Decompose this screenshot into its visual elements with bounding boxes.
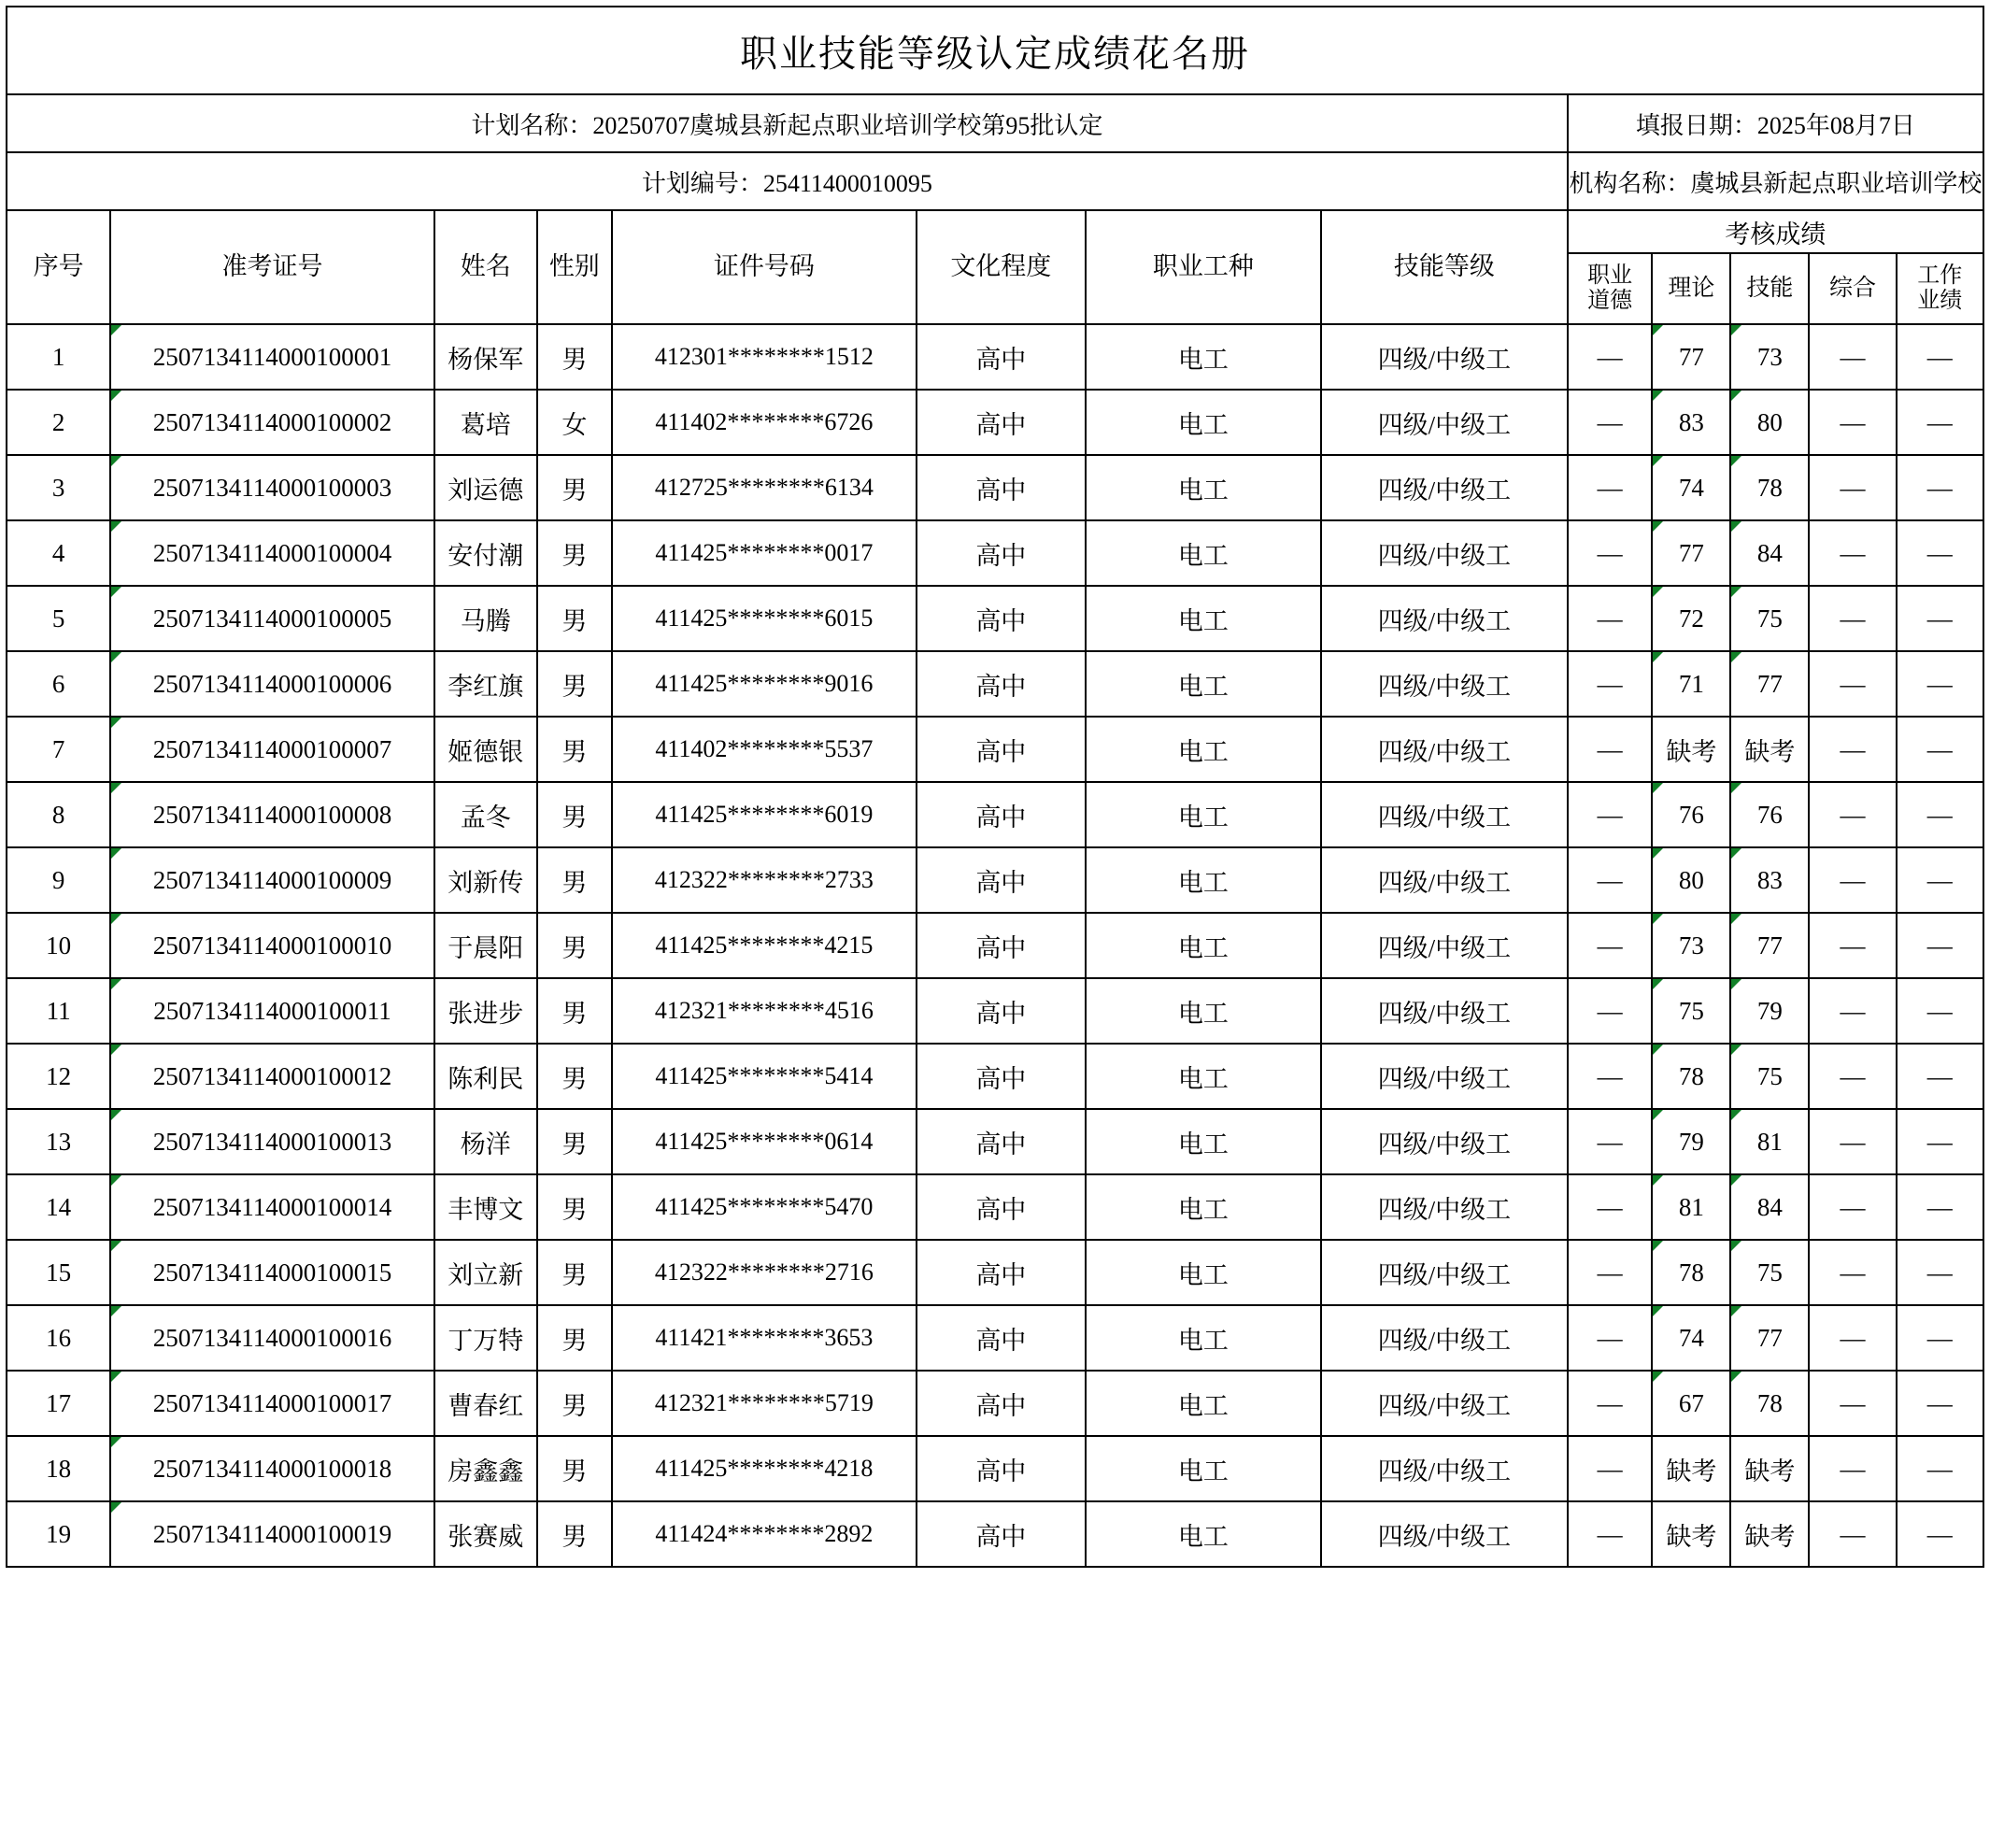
cell-education[interactable]: 高中 xyxy=(917,978,1086,1044)
cell-score-comprehensive[interactable]: — xyxy=(1809,586,1896,651)
cell-education[interactable]: 高中 xyxy=(917,1501,1086,1567)
cell-admission-no[interactable]: 2507134114000100003 xyxy=(110,455,434,520)
cell-name[interactable]: 陈利民 xyxy=(434,1044,537,1109)
cell-score-theory[interactable]: 77 xyxy=(1652,324,1730,390)
cell-skill-level[interactable]: 四级/中级工 xyxy=(1321,1501,1568,1567)
cell-score-theory[interactable]: 78 xyxy=(1652,1044,1730,1109)
cell-seq[interactable]: 3 xyxy=(7,455,110,520)
cell-gender[interactable]: 男 xyxy=(537,782,612,847)
cell-education[interactable]: 高中 xyxy=(917,913,1086,978)
cell-gender[interactable]: 男 xyxy=(537,978,612,1044)
table-row[interactable] xyxy=(7,978,1983,1044)
cell-admission-no[interactable]: 2507134114000100008 xyxy=(110,782,434,847)
cell-score-comprehensive[interactable]: — xyxy=(1809,978,1896,1044)
cell-skill-level[interactable]: 四级/中级工 xyxy=(1321,651,1568,717)
cell-gender[interactable]: 女 xyxy=(537,390,612,455)
cell-skill-level[interactable]: 四级/中级工 xyxy=(1321,978,1568,1044)
cell-admission-no[interactable]: 2507134114000100004 xyxy=(110,520,434,586)
cell-seq[interactable]: 14 xyxy=(7,1174,110,1240)
cell-name[interactable]: 刘立新 xyxy=(434,1240,537,1305)
cell-score-ethics[interactable]: — xyxy=(1568,913,1653,978)
table-row[interactable] xyxy=(7,913,1983,978)
cell-skill-level[interactable]: 四级/中级工 xyxy=(1321,1109,1568,1174)
header-score-ethics-line2: 道德 xyxy=(1587,289,1633,313)
cell-education[interactable]: 高中 xyxy=(917,717,1086,782)
cell-score-performance[interactable]: — xyxy=(1897,455,1983,520)
cell-seq[interactable]: 16 xyxy=(7,1305,110,1371)
cell-admission-no[interactable]: 2507134114000100017 xyxy=(110,1371,434,1436)
cell-education[interactable]: 高中 xyxy=(917,390,1086,455)
table-row[interactable] xyxy=(7,717,1983,782)
cell-score-performance[interactable]: — xyxy=(1897,1174,1983,1240)
cell-score-comprehensive[interactable]: — xyxy=(1809,455,1896,520)
cell-occupation[interactable]: 电工 xyxy=(1086,1174,1321,1240)
table-row[interactable] xyxy=(7,847,1983,913)
cell-id-no[interactable]: 412321********5719 xyxy=(612,1371,917,1436)
cell-score-performance[interactable]: — xyxy=(1897,1501,1983,1567)
cell-education[interactable]: 高中 xyxy=(917,1305,1086,1371)
cell-admission-no[interactable]: 2507134114000100007 xyxy=(110,717,434,782)
cell-admission-no[interactable]: 2507134114000100009 xyxy=(110,847,434,913)
cell-name[interactable]: 刘新传 xyxy=(434,847,537,913)
cell-score-ethics[interactable]: — xyxy=(1568,1044,1653,1109)
header-education: 文化程度 xyxy=(917,210,1086,324)
cell-score-comprehensive[interactable]: — xyxy=(1809,1371,1896,1436)
header-scores-group: 考核成绩 xyxy=(1568,210,1983,253)
cell-education[interactable]: 高中 xyxy=(917,520,1086,586)
cell-score-comprehensive[interactable]: — xyxy=(1809,651,1896,717)
cell-score-ethics[interactable]: — xyxy=(1568,1501,1653,1567)
cell-score-theory[interactable]: 67 xyxy=(1652,1371,1730,1436)
cell-education[interactable]: 高中 xyxy=(917,1240,1086,1305)
cell-score-comprehensive[interactable]: — xyxy=(1809,1436,1896,1501)
cell-gender[interactable]: 男 xyxy=(537,717,612,782)
cell-score-theory[interactable]: 缺考 xyxy=(1652,1501,1730,1567)
cell-education[interactable]: 高中 xyxy=(917,1436,1086,1501)
table-row[interactable] xyxy=(7,324,1983,390)
cell-score-comprehensive[interactable]: — xyxy=(1809,1109,1896,1174)
cell-score-skill[interactable]: 78 xyxy=(1730,455,1809,520)
cell-name[interactable]: 张进步 xyxy=(434,978,537,1044)
cell-admission-no[interactable]: 2507134114000100013 xyxy=(110,1109,434,1174)
cell-score-performance[interactable]: — xyxy=(1897,1371,1983,1436)
cell-occupation[interactable]: 电工 xyxy=(1086,455,1321,520)
cell-id-no[interactable]: 412322********2733 xyxy=(612,847,917,913)
cell-admission-no[interactable]: 2507134114000100010 xyxy=(110,913,434,978)
cell-score-performance[interactable]: — xyxy=(1897,1436,1983,1501)
cell-score-theory[interactable]: 72 xyxy=(1652,586,1730,651)
table-row[interactable] xyxy=(7,1174,1983,1240)
plan-code-field: 计划编号：25411400010095 xyxy=(7,152,1568,210)
cell-name[interactable]: 张赛威 xyxy=(434,1501,537,1567)
cell-education[interactable]: 高中 xyxy=(917,1371,1086,1436)
header-score-ethics-line1: 职业 xyxy=(1587,263,1633,289)
cell-score-ethics[interactable]: — xyxy=(1568,782,1653,847)
cell-score-comprehensive[interactable]: — xyxy=(1809,847,1896,913)
cell-admission-no[interactable]: 2507134114000100018 xyxy=(110,1436,434,1501)
cell-score-ethics[interactable]: — xyxy=(1568,324,1653,390)
cell-score-comprehensive[interactable]: — xyxy=(1809,1240,1896,1305)
cell-admission-no[interactable]: 2507134114000100016 xyxy=(110,1305,434,1371)
cell-score-theory[interactable]: 缺考 xyxy=(1652,717,1730,782)
cell-admission-no[interactable]: 2507134114000100001 xyxy=(110,324,434,390)
cell-name[interactable]: 孟冬 xyxy=(434,782,537,847)
cell-id-no[interactable]: 411425********6019 xyxy=(612,782,917,847)
cell-gender[interactable]: 男 xyxy=(537,586,612,651)
header-name: 姓名 xyxy=(434,210,537,324)
cell-name[interactable]: 房鑫鑫 xyxy=(434,1436,537,1501)
cell-score-comprehensive[interactable]: — xyxy=(1809,1305,1896,1371)
cell-gender[interactable]: 男 xyxy=(537,1109,612,1174)
cell-score-performance[interactable]: — xyxy=(1897,913,1983,978)
cell-education[interactable]: 高中 xyxy=(917,1174,1086,1240)
cell-score-skill[interactable]: 77 xyxy=(1730,913,1809,978)
header-seq: 序号 xyxy=(7,210,110,324)
table-row[interactable] xyxy=(7,390,1983,455)
cell-education[interactable]: 高中 xyxy=(917,782,1086,847)
cell-score-comprehensive[interactable]: — xyxy=(1809,782,1896,847)
cell-score-ethics[interactable]: — xyxy=(1568,586,1653,651)
cell-occupation[interactable]: 电工 xyxy=(1086,1305,1321,1371)
table-row[interactable] xyxy=(7,1501,1983,1567)
cell-id-no[interactable]: 411421********3653 xyxy=(612,1305,917,1371)
cell-gender[interactable]: 男 xyxy=(537,1371,612,1436)
cell-name[interactable]: 刘运德 xyxy=(434,455,537,520)
cell-score-skill[interactable]: 81 xyxy=(1730,1109,1809,1174)
cell-id-no[interactable]: 412301********1512 xyxy=(612,324,917,390)
cell-seq[interactable]: 7 xyxy=(7,717,110,782)
cell-score-ethics[interactable]: — xyxy=(1568,1436,1653,1501)
cell-education[interactable]: 高中 xyxy=(917,651,1086,717)
cell-skill-level[interactable]: 四级/中级工 xyxy=(1321,586,1568,651)
cell-score-ethics[interactable]: — xyxy=(1568,520,1653,586)
cell-score-ethics[interactable]: — xyxy=(1568,1240,1653,1305)
cell-admission-no[interactable]: 2507134114000100011 xyxy=(110,978,434,1044)
cell-score-ethics[interactable]: — xyxy=(1568,390,1653,455)
cell-name[interactable]: 李红旗 xyxy=(434,651,537,717)
cell-occupation[interactable]: 电工 xyxy=(1086,782,1321,847)
cell-score-skill[interactable]: 77 xyxy=(1730,651,1809,717)
cell-seq[interactable]: 4 xyxy=(7,520,110,586)
cell-score-skill[interactable]: 76 xyxy=(1730,782,1809,847)
cell-gender[interactable]: 男 xyxy=(537,651,612,717)
cell-name[interactable]: 杨洋 xyxy=(434,1109,537,1174)
header-occupation: 职业工种 xyxy=(1086,210,1321,324)
cell-score-theory[interactable]: 81 xyxy=(1652,1174,1730,1240)
cell-skill-level[interactable]: 四级/中级工 xyxy=(1321,520,1568,586)
cell-seq[interactable]: 1 xyxy=(7,324,110,390)
cell-score-performance[interactable]: — xyxy=(1897,1044,1983,1109)
cell-score-performance[interactable]: — xyxy=(1897,586,1983,651)
cell-score-performance[interactable]: — xyxy=(1897,651,1983,717)
cell-id-no[interactable]: 411425********0614 xyxy=(612,1109,917,1174)
title-row xyxy=(7,7,1983,94)
cell-score-theory[interactable]: 76 xyxy=(1652,782,1730,847)
cell-skill-level[interactable]: 四级/中级工 xyxy=(1321,1044,1568,1109)
cell-score-skill[interactable]: 缺考 xyxy=(1730,1436,1809,1501)
cell-seq[interactable]: 2 xyxy=(7,390,110,455)
cell-score-skill[interactable]: 80 xyxy=(1730,390,1809,455)
cell-occupation[interactable]: 电工 xyxy=(1086,1501,1321,1567)
cell-id-no[interactable]: 411425********9016 xyxy=(612,651,917,717)
cell-admission-no[interactable]: 2507134114000100005 xyxy=(110,586,434,651)
cell-score-theory[interactable]: 80 xyxy=(1652,847,1730,913)
cell-gender[interactable]: 男 xyxy=(537,913,612,978)
cell-score-comprehensive[interactable]: — xyxy=(1809,1501,1896,1567)
cell-score-theory[interactable]: 73 xyxy=(1652,913,1730,978)
cell-education[interactable]: 高中 xyxy=(917,586,1086,651)
header-score-performance-line1: 工作 xyxy=(1917,263,1963,289)
cell-occupation[interactable]: 电工 xyxy=(1086,847,1321,913)
cell-skill-level[interactable]: 四级/中级工 xyxy=(1321,1305,1568,1371)
cell-occupation[interactable]: 电工 xyxy=(1086,651,1321,717)
cell-name[interactable]: 安付潮 xyxy=(434,520,537,586)
cell-score-skill[interactable]: 79 xyxy=(1730,978,1809,1044)
table-row[interactable] xyxy=(7,1044,1983,1109)
table-row[interactable] xyxy=(7,1436,1983,1501)
cell-skill-level[interactable]: 四级/中级工 xyxy=(1321,717,1568,782)
cell-score-theory[interactable]: 77 xyxy=(1652,520,1730,586)
cell-admission-no[interactable]: 2507134114000100014 xyxy=(110,1174,434,1240)
cell-gender[interactable]: 男 xyxy=(537,455,612,520)
cell-score-skill[interactable]: 缺考 xyxy=(1730,717,1809,782)
cell-score-theory[interactable]: 83 xyxy=(1652,390,1730,455)
cell-score-theory[interactable]: 79 xyxy=(1652,1109,1730,1174)
header-admission-no: 准考证号 xyxy=(110,210,434,324)
cell-score-skill[interactable]: 75 xyxy=(1730,1044,1809,1109)
cell-seq[interactable]: 17 xyxy=(7,1371,110,1436)
header-score-theory: 理论 xyxy=(1652,253,1730,324)
header-gender: 性别 xyxy=(537,210,612,324)
cell-score-skill[interactable]: 78 xyxy=(1730,1371,1809,1436)
cell-education[interactable]: 高中 xyxy=(917,455,1086,520)
cell-score-theory[interactable]: 78 xyxy=(1652,1240,1730,1305)
cell-score-ethics[interactable]: — xyxy=(1568,651,1653,717)
cell-score-ethics[interactable]: — xyxy=(1568,1371,1653,1436)
cell-score-performance[interactable]: — xyxy=(1897,1109,1983,1174)
table-body xyxy=(7,324,1983,1567)
cell-score-comprehensive[interactable]: — xyxy=(1809,1174,1896,1240)
header-score-performance-line2: 业绩 xyxy=(1917,289,1963,313)
cell-score-theory[interactable]: 74 xyxy=(1652,1305,1730,1371)
cell-score-ethics[interactable]: — xyxy=(1568,1109,1653,1174)
cell-gender[interactable]: 男 xyxy=(537,1501,612,1567)
cell-score-skill[interactable]: 缺考 xyxy=(1730,1501,1809,1567)
cell-occupation[interactable]: 电工 xyxy=(1086,586,1321,651)
table-row[interactable] xyxy=(7,1240,1983,1305)
table-row[interactable] xyxy=(7,782,1983,847)
cell-id-no[interactable]: 411425********0017 xyxy=(612,520,917,586)
cell-score-ethics[interactable]: — xyxy=(1568,1174,1653,1240)
cell-skill-level[interactable]: 四级/中级工 xyxy=(1321,1371,1568,1436)
table-row[interactable] xyxy=(7,586,1983,651)
cell-skill-level[interactable]: 四级/中级工 xyxy=(1321,455,1568,520)
cell-occupation[interactable]: 电工 xyxy=(1086,1371,1321,1436)
cell-occupation[interactable]: 电工 xyxy=(1086,1240,1321,1305)
cell-score-performance[interactable]: — xyxy=(1897,324,1983,390)
cell-seq[interactable]: 19 xyxy=(7,1501,110,1567)
cell-seq[interactable]: 11 xyxy=(7,978,110,1044)
cell-education[interactable]: 高中 xyxy=(917,1109,1086,1174)
cell-name[interactable]: 马腾 xyxy=(434,586,537,651)
header-score-performance xyxy=(1897,253,1983,324)
cell-gender[interactable]: 男 xyxy=(537,1305,612,1371)
cell-occupation[interactable]: 电工 xyxy=(1086,717,1321,782)
cell-id-no[interactable]: 412322********2716 xyxy=(612,1240,917,1305)
cell-id-no[interactable]: 411424********2892 xyxy=(612,1501,917,1567)
cell-name[interactable]: 姬德银 xyxy=(434,717,537,782)
cell-score-performance[interactable]: — xyxy=(1897,390,1983,455)
report-date-field: 填报日期：2025年08月7日 xyxy=(1568,94,1983,152)
meta-row-plan-name xyxy=(7,94,1983,152)
cell-score-performance[interactable]: — xyxy=(1897,978,1983,1044)
cell-score-theory[interactable]: 75 xyxy=(1652,978,1730,1044)
cell-seq[interactable]: 15 xyxy=(7,1240,110,1305)
cell-id-no[interactable]: 411425********5414 xyxy=(612,1044,917,1109)
roster-table xyxy=(6,6,1984,1568)
cell-score-ethics[interactable]: — xyxy=(1568,1305,1653,1371)
cell-id-no[interactable]: 411402********6726 xyxy=(612,390,917,455)
cell-education[interactable]: 高中 xyxy=(917,1044,1086,1109)
cell-skill-level[interactable]: 四级/中级工 xyxy=(1321,847,1568,913)
cell-occupation[interactable]: 电工 xyxy=(1086,520,1321,586)
cell-score-skill[interactable]: 73 xyxy=(1730,324,1809,390)
cell-score-performance[interactable]: — xyxy=(1897,847,1983,913)
cell-score-performance[interactable]: — xyxy=(1897,782,1983,847)
cell-score-skill[interactable]: 83 xyxy=(1730,847,1809,913)
cell-gender[interactable]: 男 xyxy=(537,1436,612,1501)
cell-admission-no[interactable]: 2507134114000100012 xyxy=(110,1044,434,1109)
page-title: 职业技能等级认定成绩花名册 xyxy=(7,7,1983,94)
cell-name[interactable]: 曹春红 xyxy=(434,1371,537,1436)
cell-score-theory[interactable]: 71 xyxy=(1652,651,1730,717)
cell-occupation[interactable]: 电工 xyxy=(1086,913,1321,978)
cell-score-ethics[interactable]: — xyxy=(1568,717,1653,782)
cell-score-ethics[interactable]: — xyxy=(1568,847,1653,913)
cell-gender[interactable]: 男 xyxy=(537,520,612,586)
cell-score-ethics[interactable]: — xyxy=(1568,978,1653,1044)
cell-skill-level[interactable]: 四级/中级工 xyxy=(1321,913,1568,978)
cell-skill-level[interactable]: 四级/中级工 xyxy=(1321,1174,1568,1240)
cell-name[interactable]: 于晨阳 xyxy=(434,913,537,978)
cell-score-skill[interactable]: 75 xyxy=(1730,1240,1809,1305)
cell-seq[interactable]: 6 xyxy=(7,651,110,717)
cell-occupation[interactable]: 电工 xyxy=(1086,978,1321,1044)
cell-admission-no[interactable]: 2507134114000100015 xyxy=(110,1240,434,1305)
cell-gender[interactable]: 男 xyxy=(537,1240,612,1305)
cell-score-ethics[interactable]: — xyxy=(1568,455,1653,520)
table-row[interactable] xyxy=(7,1371,1983,1436)
table-row[interactable] xyxy=(7,651,1983,717)
cell-score-theory[interactable]: 74 xyxy=(1652,455,1730,520)
cell-score-performance[interactable]: — xyxy=(1897,1240,1983,1305)
cell-skill-level[interactable]: 四级/中级工 xyxy=(1321,1436,1568,1501)
cell-seq[interactable]: 18 xyxy=(7,1436,110,1501)
cell-id-no[interactable]: 412321********4516 xyxy=(612,978,917,1044)
cell-occupation[interactable]: 电工 xyxy=(1086,1044,1321,1109)
plan-name-field: 计划名称：20250707虞城县新起点职业培训学校第95批认定 xyxy=(7,94,1568,152)
meta-row-plan-code xyxy=(7,152,1983,210)
cell-id-no[interactable]: 411425********4218 xyxy=(612,1436,917,1501)
cell-seq[interactable]: 9 xyxy=(7,847,110,913)
cell-skill-level[interactable]: 四级/中级工 xyxy=(1321,390,1568,455)
cell-occupation[interactable]: 电工 xyxy=(1086,390,1321,455)
cell-seq[interactable]: 12 xyxy=(7,1044,110,1109)
cell-score-comprehensive[interactable]: — xyxy=(1809,324,1896,390)
table-row[interactable] xyxy=(7,455,1983,520)
header-skill-level: 技能等级 xyxy=(1321,210,1568,324)
cell-id-no[interactable]: 411425********5470 xyxy=(612,1174,917,1240)
cell-score-performance[interactable]: — xyxy=(1897,1305,1983,1371)
table-row[interactable] xyxy=(7,1305,1983,1371)
table-row[interactable] xyxy=(7,1109,1983,1174)
header-id-no: 证件号码 xyxy=(612,210,917,324)
cell-gender[interactable]: 男 xyxy=(537,1174,612,1240)
header-score-comprehensive: 综合 xyxy=(1809,253,1896,324)
table-header-row-1 xyxy=(7,210,1983,253)
cell-occupation[interactable]: 电工 xyxy=(1086,1109,1321,1174)
cell-score-skill[interactable]: 75 xyxy=(1730,586,1809,651)
cell-score-comprehensive[interactable]: — xyxy=(1809,1044,1896,1109)
cell-occupation[interactable]: 电工 xyxy=(1086,324,1321,390)
cell-id-no[interactable]: 411402********5537 xyxy=(612,717,917,782)
cell-score-skill[interactable]: 84 xyxy=(1730,520,1809,586)
cell-id-no[interactable]: 412725********6134 xyxy=(612,455,917,520)
cell-education[interactable]: 高中 xyxy=(917,847,1086,913)
org-name-field: 机构名称：虞城县新起点职业培训学校 xyxy=(1568,152,1983,210)
cell-gender[interactable]: 男 xyxy=(537,324,612,390)
cell-name[interactable]: 丰博文 xyxy=(434,1174,537,1240)
header-score-skill: 技能 xyxy=(1730,253,1809,324)
cell-score-skill[interactable]: 84 xyxy=(1730,1174,1809,1240)
cell-name[interactable]: 丁万特 xyxy=(434,1305,537,1371)
cell-seq[interactable]: 5 xyxy=(7,586,110,651)
cell-name[interactable]: 葛培 xyxy=(434,390,537,455)
cell-id-no[interactable]: 411425********4215 xyxy=(612,913,917,978)
table-row[interactable] xyxy=(7,520,1983,586)
cell-score-performance[interactable]: — xyxy=(1897,520,1983,586)
cell-admission-no[interactable]: 2507134114000100019 xyxy=(110,1501,434,1567)
cell-score-comprehensive[interactable]: — xyxy=(1809,390,1896,455)
cell-skill-level[interactable]: 四级/中级工 xyxy=(1321,324,1568,390)
cell-gender[interactable]: 男 xyxy=(537,1044,612,1109)
cell-seq[interactable]: 13 xyxy=(7,1109,110,1174)
cell-score-skill[interactable]: 77 xyxy=(1730,1305,1809,1371)
cell-seq[interactable]: 8 xyxy=(7,782,110,847)
cell-id-no[interactable]: 411425********6015 xyxy=(612,586,917,651)
cell-skill-level[interactable]: 四级/中级工 xyxy=(1321,782,1568,847)
cell-score-comprehensive[interactable]: — xyxy=(1809,717,1896,782)
cell-occupation[interactable]: 电工 xyxy=(1086,1436,1321,1501)
cell-name[interactable]: 杨保军 xyxy=(434,324,537,390)
header-score-ethics xyxy=(1568,253,1653,324)
cell-seq[interactable]: 10 xyxy=(7,913,110,978)
cell-score-performance[interactable]: — xyxy=(1897,717,1983,782)
cell-score-theory[interactable]: 缺考 xyxy=(1652,1436,1730,1501)
cell-skill-level[interactable]: 四级/中级工 xyxy=(1321,1240,1568,1305)
cell-gender[interactable]: 男 xyxy=(537,847,612,913)
cell-score-comprehensive[interactable]: — xyxy=(1809,520,1896,586)
cell-admission-no[interactable]: 2507134114000100006 xyxy=(110,651,434,717)
cell-education[interactable]: 高中 xyxy=(917,324,1086,390)
cell-admission-no[interactable]: 2507134114000100002 xyxy=(110,390,434,455)
cell-score-comprehensive[interactable]: — xyxy=(1809,913,1896,978)
